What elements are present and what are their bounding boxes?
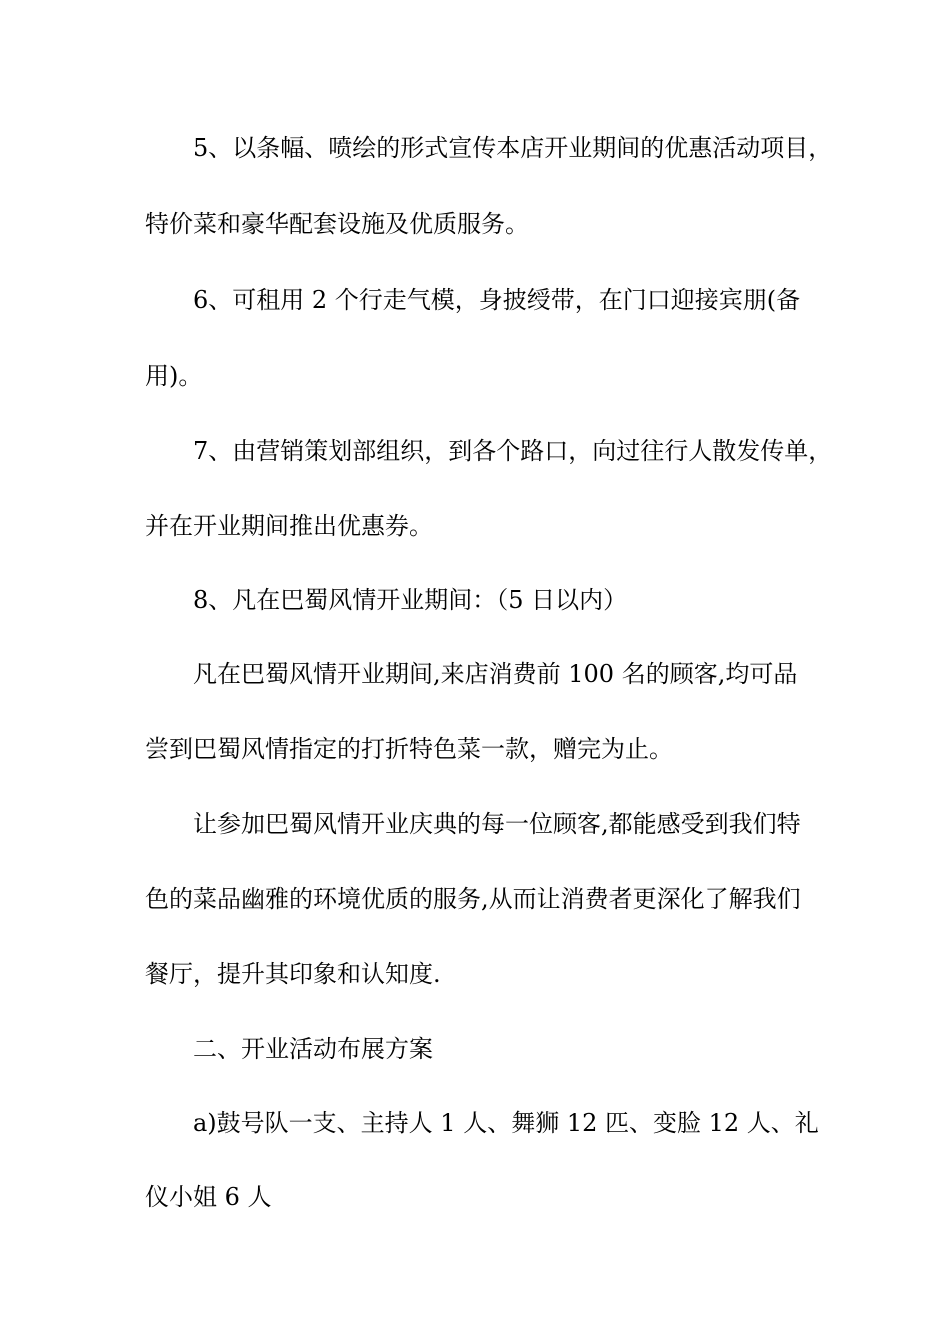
paragraph-line: 让参加巴蜀风情开业庆典的每一位顾客,都能感受到我们特 [193,810,801,838]
paragraph-line: 特价菜和豪华配套设施及优质服务。 [145,210,529,238]
paragraph-line: 仪小姐 6 人 [145,1183,272,1211]
paragraph-line: 并在开业期间推出优惠券。 [145,512,433,540]
paragraph-line: 6、可租用 2 个行走气模，身披绶带，在门口迎接宾朋(备 [193,286,801,314]
paragraph-line: 8、凡在巴蜀风情开业期间：（5 日以内） [193,586,628,614]
paragraph-line: 凡在巴蜀风情开业期间,来店消费前 100 名的顾客,均可品 [193,660,798,688]
paragraph-line: 7、由营销策划部组织，到各个路口，向过往行人散发传单， [193,437,833,465]
paragraph-line: 尝到巴蜀风情指定的打折特色菜一款，赠完为止。 [145,735,673,763]
paragraph-line: 餐厅，提升其印象和认知度. [145,960,441,988]
paragraph-line: 色的菜品幽雅的环境优质的服务,从而让消费者更深化了解我们 [145,885,801,913]
paragraph-line: 用)。 [145,362,203,390]
paragraph-line: a)鼓号队一支、主持人 1 人、舞狮 12 匹、变脸 12 人、礼 [193,1109,819,1137]
section-heading: 二、开业活动布展方案 [193,1035,433,1063]
paragraph-line: 5、以条幅、喷绘的形式宣传本店开业期间的优惠活动项目， [193,134,833,162]
